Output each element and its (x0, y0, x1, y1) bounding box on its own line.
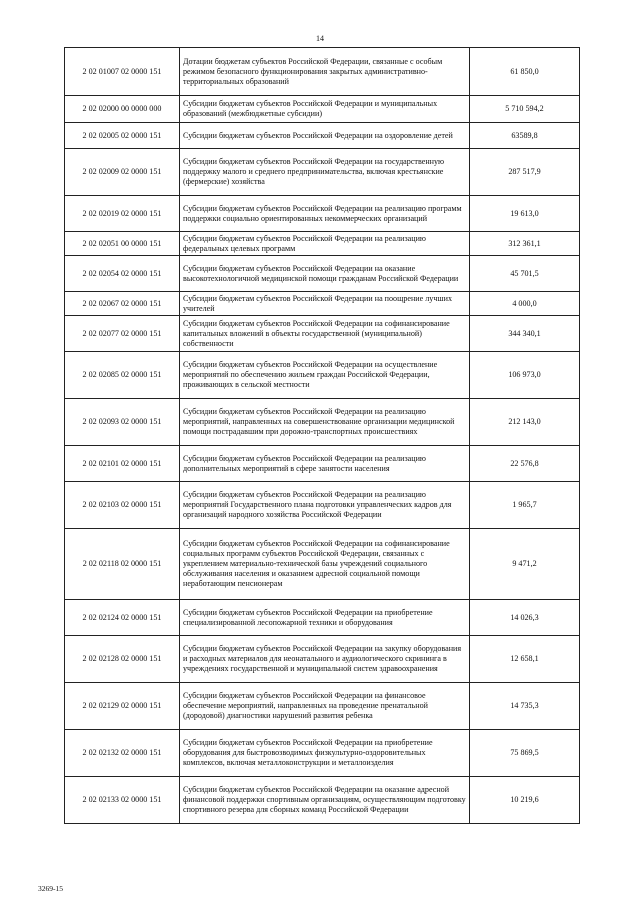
row-amount: 4 000,0 (470, 292, 580, 316)
row-code: 2 02 02118 02 0000 151 (65, 529, 180, 600)
row-amount: 1 965,7 (470, 482, 580, 529)
row-description: Субсидии бюджетам субъектов Российской Федерации на оказание высокотехнологичной медицинской помощи гражданам Российской Федерации (180, 256, 470, 292)
row-description: Субсидии бюджетам субъектов Российской Федерации и муниципальных образований (межбюджетные субсидии) (180, 96, 470, 123)
row-amount: 12 658,1 (470, 636, 580, 683)
table-row (65, 149, 580, 196)
row-description: Субсидии бюджетам субъектов Российской Федерации на оздоровление детей (180, 123, 470, 149)
row-code: 2 02 02101 02 0000 151 (65, 446, 180, 482)
row-code: 2 02 02085 02 0000 151 (65, 352, 180, 399)
table-row (65, 232, 580, 256)
table-row (65, 730, 580, 777)
row-code: 2 02 02128 02 0000 151 (65, 636, 180, 683)
row-code: 2 02 02132 02 0000 151 (65, 730, 180, 777)
row-amount: 45 701,5 (470, 256, 580, 292)
row-code: 2 02 02103 02 0000 151 (65, 482, 180, 529)
row-code: 2 02 02124 02 0000 151 (65, 600, 180, 636)
table-row (65, 683, 580, 730)
row-code: 2 02 02005 02 0000 151 (65, 123, 180, 149)
row-amount: 212 143,0 (470, 399, 580, 446)
table-row (65, 196, 580, 232)
row-description: Субсидии бюджетам субъектов Российской Федерации на осуществление мероприятий по обеспечению жильем граждан Российской Федерации, проживающих в сельской местности (180, 352, 470, 399)
row-amount: 10 219,6 (470, 777, 580, 824)
row-amount: 287 517,9 (470, 149, 580, 196)
row-code: 2 02 02051 00 0000 151 (65, 232, 180, 256)
row-amount: 61 850,0 (470, 48, 580, 96)
row-code: 2 02 02077 02 0000 151 (65, 316, 180, 352)
row-amount: 75 869,5 (470, 730, 580, 777)
row-description: Субсидии бюджетам субъектов Российской Федерации на реализацию федеральных целевых программ (180, 232, 470, 256)
row-description: Субсидии бюджетам субъектов Российской Федерации на оказание адресной финансовой поддержки спортивным организациям, осуществляющим подготовку спортивного резерва для сборных команд Российской Федерации (180, 777, 470, 824)
row-code: 2 02 02054 02 0000 151 (65, 256, 180, 292)
table-row (65, 482, 580, 529)
row-description: Субсидии бюджетам субъектов Российской Федерации на реализацию мероприятий Государственного плана подготовки управленческих кадров для организаций народного хозяйства Российской Федерации (180, 482, 470, 529)
row-amount: 63589,8 (470, 123, 580, 149)
row-description: Субсидии бюджетам субъектов Российской Федерации на софинансирование капитальных вложений в объекты государственной (муниципальной) собственности (180, 316, 470, 352)
row-amount: 312 361,1 (470, 232, 580, 256)
row-description: Субсидии бюджетам субъектов Российской Федерации на поощрение лучших учителей (180, 292, 470, 316)
row-description: Субсидии бюджетам субъектов Российской Федерации на реализацию программ поддержки социально ориентированных некоммерческих организаций (180, 196, 470, 232)
row-amount: 14 026,3 (470, 600, 580, 636)
table-row (65, 600, 580, 636)
row-code: 2 02 02000 00 0000 000 (65, 96, 180, 123)
table-row (65, 292, 580, 316)
row-description: Дотации бюджетам субъектов Российской Федерации, связанные с особым режимом безопасного функционирования закрытых административно-территориальных образований (180, 48, 470, 96)
row-code: 2 02 02133 02 0000 151 (65, 777, 180, 824)
row-description: Субсидии бюджетам субъектов Российской Федерации на приобретение специализированной лесопожарной техники и оборудования (180, 600, 470, 636)
row-code: 2 02 02129 02 0000 151 (65, 683, 180, 730)
page-number: 14 (316, 34, 324, 43)
table-row (65, 316, 580, 352)
row-amount: 344 340,1 (470, 316, 580, 352)
row-description: Субсидии бюджетам субъектов Российской Федерации на реализацию мероприятий, направленных на совершенствование организации медицинской помощи пострадавшим при дорожно-транспортных происшествиях (180, 399, 470, 446)
table-row (65, 399, 580, 446)
table-row (65, 352, 580, 399)
row-code: 2 02 02019 02 0000 151 (65, 196, 180, 232)
row-description: Субсидии бюджетам субъектов Российской Федерации на закупку оборудования и расходных материалов для неонатального и аудиологического скрининга в учреждениях государственной и муниципальной систем здравоохранения (180, 636, 470, 683)
table-row (65, 96, 580, 123)
row-code: 2 02 02009 02 0000 151 (65, 149, 180, 196)
budget-table (64, 47, 580, 824)
row-amount: 5 710 594,2 (470, 96, 580, 123)
row-code: 2 02 02093 02 0000 151 (65, 399, 180, 446)
row-description: Субсидии бюджетам субъектов Российской Федерации на приобретение оборудования для быстровозводимых физкультурно-оздоровительных комплексов, включая металлоконструкции и металлоизделия (180, 730, 470, 777)
table-row (65, 123, 580, 149)
table-row (65, 529, 580, 600)
row-amount: 19 613,0 (470, 196, 580, 232)
row-description: Субсидии бюджетам субъектов Российской Федерации на реализацию дополнительных мероприятий в сфере занятости населения (180, 446, 470, 482)
table-row (65, 636, 580, 683)
table-row (65, 48, 580, 96)
row-amount: 9 471,2 (470, 529, 580, 600)
document-id: 3269-15 (38, 884, 63, 893)
row-description: Субсидии бюджетам субъектов Российской Федерации на софинансирование социальных программ субъектов Российской Федерации, связанных с укреплением материально-технической базы учреждений социального обслуживания населения и оказанием адресной социальной помощи неработающим пенсионерам (180, 529, 470, 600)
table-row (65, 446, 580, 482)
row-code: 2 02 02067 02 0000 151 (65, 292, 180, 316)
row-amount: 106 973,0 (470, 352, 580, 399)
row-amount: 22 576,8 (470, 446, 580, 482)
row-code: 2 02 01007 02 0000 151 (65, 48, 180, 96)
table-row (65, 256, 580, 292)
row-amount: 14 735,3 (470, 683, 580, 730)
table-row (65, 777, 580, 824)
row-description: Субсидии бюджетам субъектов Российской Федерации на государственную поддержку малого и среднего предпринимательства, включая крестьянские (фермерские) хозяйства (180, 149, 470, 196)
row-description: Субсидии бюджетам субъектов Российской Федерации на финансовое обеспечение мероприятий, направленных на проведение пренатальной (дородовой) диагностики нарушений развития ребенка (180, 683, 470, 730)
